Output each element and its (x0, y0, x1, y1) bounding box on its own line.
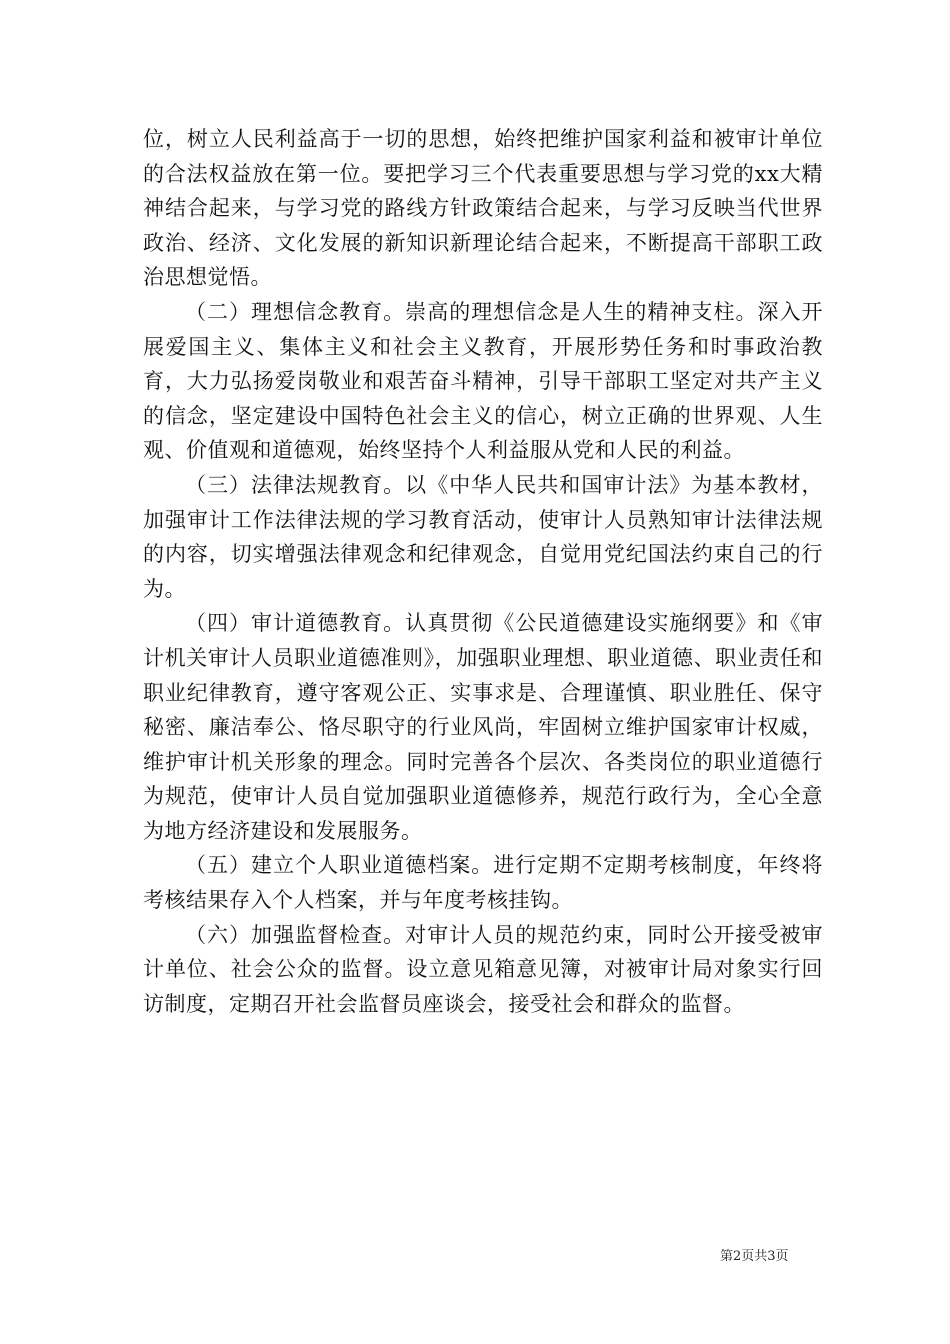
document-body (143, 122, 823, 1021)
paragraph-ideals-education: （二）理想信念教育。崇高的理想信念是人生的精神支柱。深入开展爱国主义、集体主义和社会主义教育，开展形势任务和时事政治教育，大力弘扬爱岗敬业和艰苦奋斗精神，引导干部职工坚定对共产主义的信念，坚定建设中国特色社会主义的信心，树立正确的世界观、人生观、价值观和道德观，始终坚持个人利益服从党和人民的利益。 (143, 299, 823, 463)
paragraph-continuation: 位，树立人民利益高于一切的思想，始终把维护国家利益和被审计单位的合法权益放在第一位。要把学习三个代表重要思想与学习党的xx大精神结合起来，与学习党的路线方针政策结合起来，与学习反映当代世界政治、经济、文化发展的新知识新理论结合起来，不断提高干部职工政治思想觉悟。 (143, 127, 823, 290)
paragraph-ethics-records: （五）建立个人职业道德档案。进行定期不定期考核制度，年终将考核结果存入个人档案，并与年度考核挂钩。 (143, 853, 823, 913)
paragraph-supervision: （六）加强监督检查。对审计人员的规范约束，同时公开接受被审计单位、社会公众的监督。设立意见箱意见簿，对被审计局对象实行回访制度，定期召开社会监督员座谈会，接受社会和群众的监督。 (143, 922, 823, 1016)
paragraph-law-education: （三）法律法规教育。以《中华人民共和国审计法》为基本教材，加强审计工作法律法规的学习教育活动，使审计人员熟知审计法律法规的内容，切实增强法律观念和纪律观念，自觉用党纪国法约束自己的行为。 (143, 472, 823, 601)
paragraph-audit-ethics: （四）审计道德教育。认真贯彻《公民道德建设实施纲要》和《审计机关审计人员职业道德准则》，加强职业理想、职业道德、职业责任和职业纪律教育，遵守客观公正、实事求是、合理谨慎、职业胜任、保守秘密、廉洁奉公、恪尽职守的行业风尚，牢固树立维护国家审计权威，维护审计机关形象的理念。同时完善各个层次、各类岗位的职业道德行为规范，使审计人员自觉加强职业道德修养，规范行政行为，全心全意为地方经济建设和发展服务。 (143, 611, 823, 843)
page-number: 第2页共3页 (720, 1249, 789, 1264)
